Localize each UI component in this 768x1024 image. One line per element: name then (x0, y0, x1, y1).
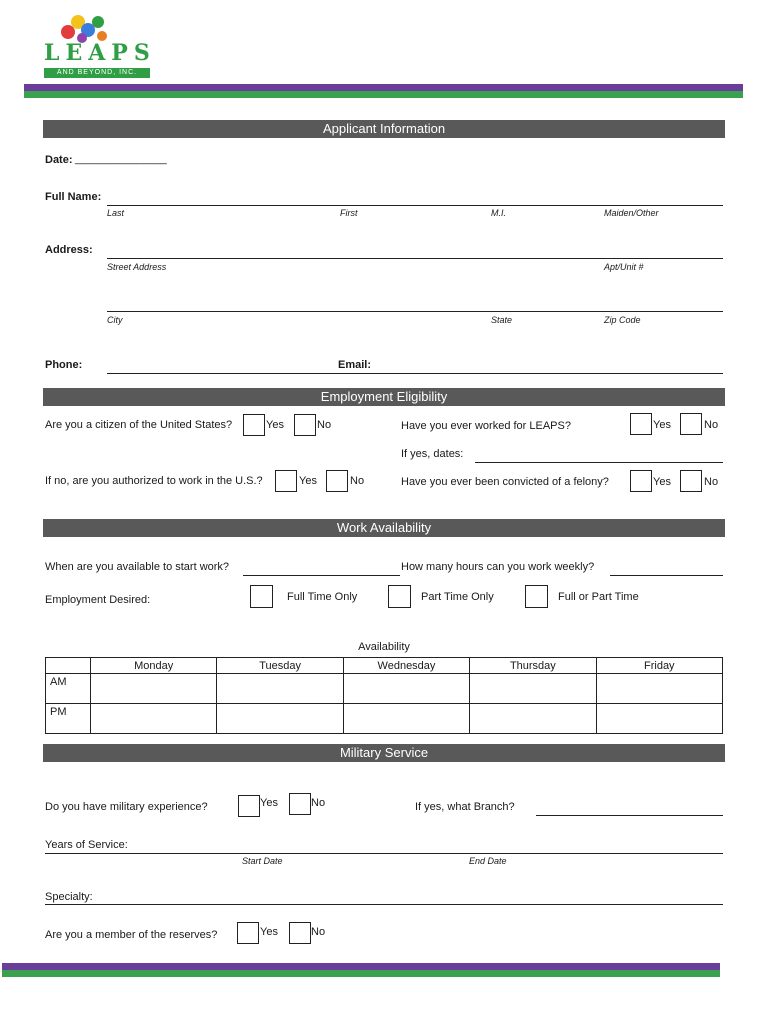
cell-am-wednesday[interactable] (343, 674, 469, 704)
day-header-friday: Friday (596, 658, 722, 674)
military-no-label: No (311, 797, 326, 809)
worked-yes-label: Yes (653, 419, 671, 431)
cell-pm-friday[interactable] (596, 704, 722, 734)
caption-end-date: End Date (469, 856, 507, 866)
caption-maiden: Maiden/Other (604, 208, 659, 218)
phone-label: Phone: (45, 359, 83, 371)
reserves-question: Are you a member of the reserves? (45, 929, 218, 941)
address-label: Address: (45, 244, 93, 256)
hours-weekly-field[interactable] (610, 575, 723, 576)
date-field[interactable]: _______________ (75, 153, 167, 165)
military-yes-checkbox[interactable] (238, 795, 260, 817)
authorized-yes-checkbox[interactable] (275, 470, 297, 492)
reserves-no-label: No (311, 926, 326, 938)
full-time-label: Full Time Only (287, 591, 358, 603)
specialty-label: Specialty: (45, 891, 93, 903)
branch-field[interactable] (536, 815, 723, 816)
felony-yes-checkbox[interactable] (630, 470, 652, 492)
citizen-question: Are you a citizen of the United States? (45, 419, 233, 431)
cell-am-tuesday[interactable] (217, 674, 343, 704)
availability-title: Availability (358, 641, 410, 653)
military-no-checkbox[interactable] (289, 793, 311, 815)
military-yes-label: Yes (260, 797, 278, 809)
section-applicant-information: Applicant Information (43, 120, 725, 138)
table-row (46, 674, 723, 704)
cell-pm-thursday[interactable] (470, 704, 596, 734)
military-experience-question: Do you have military experience? (45, 801, 208, 813)
bottom-green-bar (2, 970, 720, 977)
day-header-monday: Monday (91, 658, 217, 674)
authorized-no-label: No (350, 475, 365, 487)
table-row (46, 704, 723, 734)
cell-am-monday[interactable] (91, 674, 217, 704)
citizen-no-label: No (317, 419, 332, 431)
caption-last: Last (107, 208, 125, 218)
worked-yes-checkbox[interactable] (630, 413, 652, 435)
part-time-checkbox[interactable] (388, 585, 411, 608)
citizen-no-checkbox[interactable] (294, 414, 316, 436)
caption-apt: Apt/Unit # (604, 262, 644, 272)
worked-no-checkbox[interactable] (680, 413, 702, 435)
section-work-availability: Work Availability (43, 519, 725, 537)
years-of-service-field[interactable] (45, 853, 723, 854)
top-purple-bar (24, 84, 743, 91)
caption-street: Street Address (107, 262, 167, 272)
day-header-thursday: Thursday (470, 658, 596, 674)
caption-mi: M.I. (491, 208, 506, 218)
felony-yes-label: Yes (653, 476, 671, 488)
table-header-row (46, 658, 723, 674)
reserves-no-checkbox[interactable] (289, 922, 311, 944)
top-green-bar (24, 91, 743, 98)
caption-zip: Zip Code (604, 315, 641, 325)
authorized-yes-label: Yes (299, 475, 317, 487)
reserves-yes-label: Yes (260, 926, 278, 938)
cell-pm-monday[interactable] (91, 704, 217, 734)
caption-city: City (107, 315, 123, 325)
start-work-question: When are you available to start work? (45, 561, 230, 573)
felony-no-checkbox[interactable] (680, 470, 702, 492)
row-label-pm: PM (46, 704, 91, 734)
section-military-service: Military Service (43, 744, 725, 762)
email-label: Email: (338, 359, 372, 371)
full-time-checkbox[interactable] (250, 585, 273, 608)
logo-subtitle: AND BEYOND, INC. (44, 68, 150, 78)
caption-start-date: Start Date (242, 856, 283, 866)
worked-dates-field[interactable] (475, 462, 723, 463)
logo-wordmark: LEAPS (44, 40, 156, 66)
felony-question: Have you ever been convicted of a felony? (401, 476, 609, 488)
citizen-yes-label: Yes (266, 419, 284, 431)
day-header-wednesday: Wednesday (343, 658, 469, 674)
citizen-yes-checkbox[interactable] (243, 414, 265, 436)
bottom-purple-bar (2, 963, 720, 970)
full-name-label: Full Name: (45, 191, 102, 203)
day-header-tuesday: Tuesday (217, 658, 343, 674)
full-or-part-time-checkbox[interactable] (525, 585, 548, 608)
city-state-zip-field[interactable] (107, 311, 723, 312)
if-yes-dates-label: If yes, dates: (401, 448, 464, 460)
availability-table (45, 657, 723, 734)
cell-am-friday[interactable] (596, 674, 722, 704)
years-of-service-label: Years of Service: (45, 839, 128, 851)
date-label: Date: (45, 154, 73, 166)
caption-first: First (340, 208, 358, 218)
corner-cell (46, 658, 91, 674)
authorized-no-checkbox[interactable] (326, 470, 348, 492)
part-time-label: Part Time Only (421, 591, 494, 603)
employment-desired-label: Employment Desired: (45, 594, 151, 606)
authorized-question: If no, are you authorized to work in the U.S.? (45, 475, 263, 487)
hours-weekly-question: How many hours can you work weekly? (401, 561, 595, 573)
cell-am-thursday[interactable] (470, 674, 596, 704)
specialty-field[interactable] (45, 904, 723, 905)
full-or-part-time-label: Full or Part Time (558, 591, 639, 603)
street-address-field[interactable] (107, 258, 723, 259)
worked-no-label: No (704, 419, 719, 431)
row-label-am: AM (46, 674, 91, 704)
email-field[interactable] (333, 373, 723, 374)
cell-pm-tuesday[interactable] (217, 704, 343, 734)
section-employment-eligibility: Employment Eligibility (43, 388, 725, 406)
caption-state: State (491, 315, 513, 325)
start-work-field[interactable] (243, 575, 400, 576)
worked-leaps-question: Have you ever worked for LEAPS? (401, 420, 571, 432)
cell-pm-wednesday[interactable] (343, 704, 469, 734)
full-name-field[interactable] (107, 205, 723, 206)
reserves-yes-checkbox[interactable] (237, 922, 259, 944)
phone-field[interactable] (107, 373, 333, 374)
company-logo (44, 12, 154, 80)
felony-no-label: No (704, 476, 719, 488)
branch-question: If yes, what Branch? (415, 801, 515, 813)
